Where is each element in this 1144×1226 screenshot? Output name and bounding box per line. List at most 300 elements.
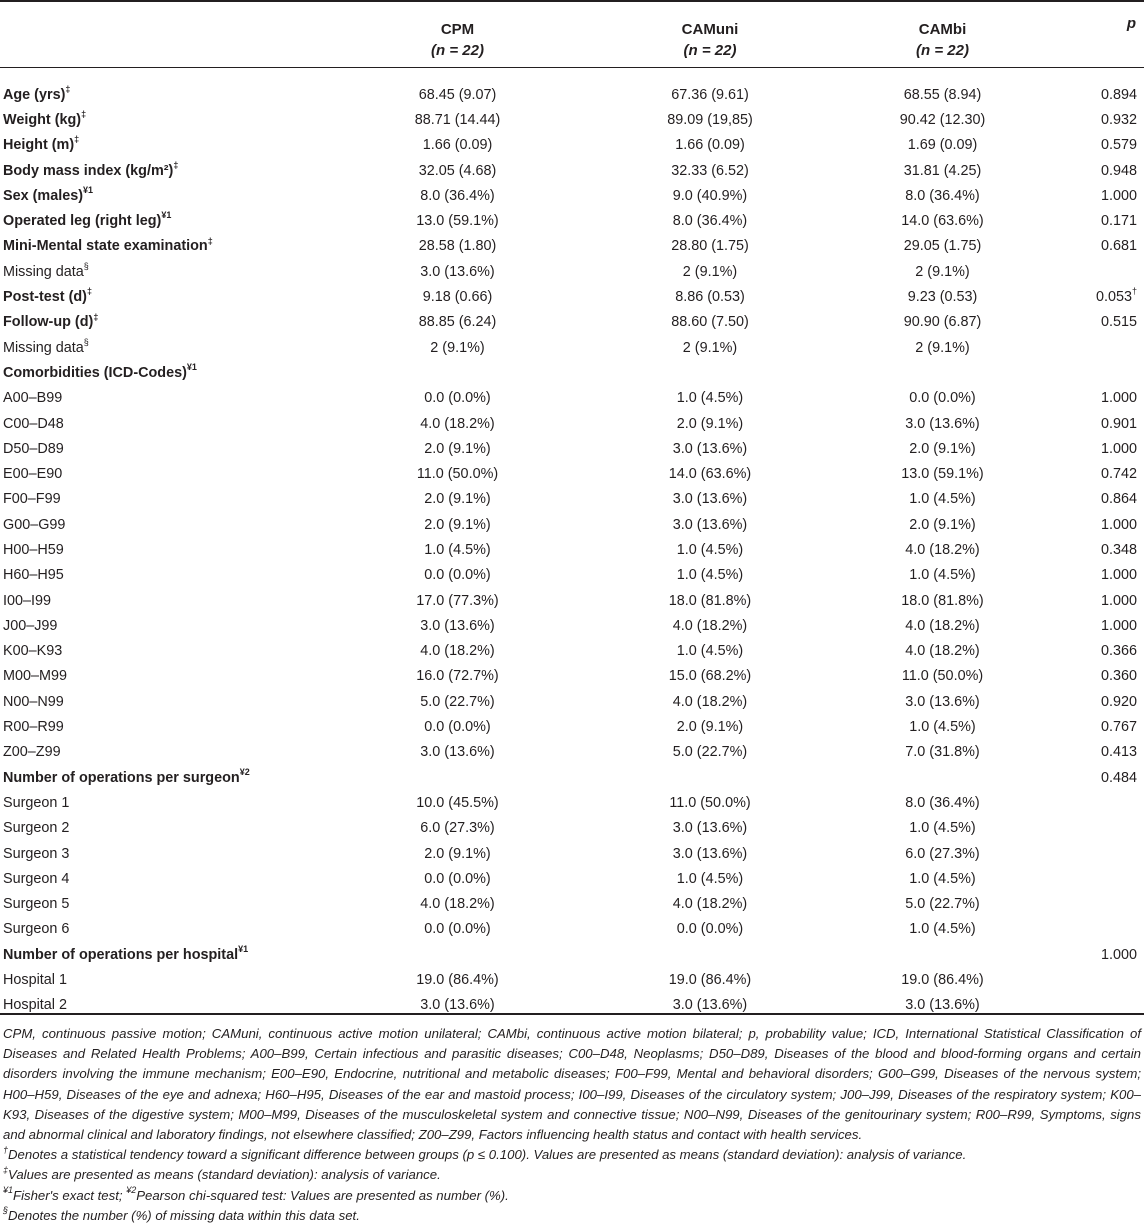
row-label-footnote-mark: ‡ xyxy=(207,235,213,246)
header-group-camuni xyxy=(585,2,835,78)
cell-p-value: 0.348 xyxy=(1100,541,1137,558)
cell-cpm: 13.0 (59.1%) xyxy=(416,213,499,230)
cell-cambi xyxy=(835,765,1050,790)
cell-cpm: 8.0 (36.4%) xyxy=(420,187,495,204)
row-label-footnote-mark: ¥2 xyxy=(239,766,250,777)
row-label-footnote-mark: ‡ xyxy=(74,134,80,145)
cell-camuni: 3.0 (13.6%) xyxy=(672,997,748,1014)
cell-cpm: 2 (9.1%) xyxy=(430,339,485,356)
cell-p-value: 0.360 xyxy=(1100,668,1137,685)
row-label xyxy=(0,436,330,461)
cell-p-value xyxy=(1050,892,1144,917)
cell-cambi: 2 (9.1%) xyxy=(915,339,970,356)
cell-p-value xyxy=(1050,816,1144,841)
row-label-text: J00–J99 xyxy=(3,617,58,634)
footnote-abbreviations: CPM, continuous passive motion; CAMuni, continuous active motion unilateral; CAMbi, continuous active motion bilateral; p, probability value; ICD, International Statistical Classification of Diseases and Related Health Problems; A00–B99, Certain infectious and parasitic diseases; C00–D48, Neoplasms; D50–D89, Diseases of the blood and blood-forming organs and certain disorders involving the immune mechanism; E00–E90, Endocrine, nutritional and metabolic diseases; F00–F99, Mental and behavioral disorders; G00–G99, Diseases of the nervous system; H00–H59, Diseases of the eye and adnexa; H60–H95, Diseases of the ear and mastoid process; I00–I99, Diseases of the circulatory system; J00–J99, Diseases of the respiratory system; K00–K93, Diseases of the digestive system; M00–M99, Diseases of the musculoskeletal system and connective tissue; N00–N99, Diseases of the genitourinary system; R00–R99, Symptoms, signs and abnormal clinical and laboratory findings, not elsewhere classified; Z00–Z99, Factors influencing health status and contact with health services. xyxy=(3,1026,1141,1143)
cell-p-value: 1.000 xyxy=(1100,516,1137,533)
cell-cpm: 28.58 (1.80) xyxy=(418,238,497,255)
footnote-text: Pearson chi-squared test: Values are presented as number (%). xyxy=(136,1187,509,1203)
cell-cambi: 29.05 (1.75) xyxy=(903,238,982,255)
table-row xyxy=(0,310,1144,335)
header-p-value: p xyxy=(1126,15,1136,32)
row-label xyxy=(0,512,330,537)
row-label xyxy=(0,563,330,588)
row-label-footnote-mark: § xyxy=(83,336,89,347)
cell-cpm: 32.05 (4.68) xyxy=(418,162,497,179)
footnote-text: Values are presented as means (standard deviation): analysis of variance. xyxy=(8,1167,441,1183)
cell-cpm: 1.66 (0.09) xyxy=(422,137,493,154)
row-label xyxy=(0,841,330,866)
cell-p-value xyxy=(1050,335,1144,360)
cell-p-value: 0.579 xyxy=(1100,137,1137,154)
cell-p-value xyxy=(1050,917,1144,942)
cell-cambi: 8.0 (36.4%) xyxy=(905,187,980,204)
table-row xyxy=(0,563,1144,588)
cell-cpm: 0.0 (0.0%) xyxy=(424,921,491,938)
cell-cpm: 3.0 (13.6%) xyxy=(420,263,495,280)
header-group-cpm xyxy=(330,2,585,78)
cell-camuni: 5.0 (22.7%) xyxy=(672,744,748,761)
row-label-text: Mini-Mental state examination xyxy=(3,238,208,255)
table-row xyxy=(0,208,1144,233)
cell-cambi: 14.0 (63.6%) xyxy=(901,213,984,230)
cell-camuni: 2.0 (9.1%) xyxy=(676,415,744,432)
cell-camuni: 1.0 (4.5%) xyxy=(676,390,744,407)
cell-cpm xyxy=(330,942,585,967)
cell-cambi: 9.23 (0.53) xyxy=(907,289,978,306)
cell-camuni: 4.0 (18.2%) xyxy=(672,896,748,913)
cell-cpm xyxy=(330,360,585,385)
row-label xyxy=(0,537,330,562)
group-name: CPM xyxy=(440,21,475,38)
cell-cambi: 2.0 (9.1%) xyxy=(909,516,976,533)
table-header-row xyxy=(0,2,1144,78)
row-label xyxy=(0,158,330,183)
row-label-footnote-mark: ‡ xyxy=(81,109,87,120)
footnote-mark: ¥1 xyxy=(3,1185,14,1196)
cell-cambi: 2 (9.1%) xyxy=(915,263,970,280)
cell-cpm: 4.0 (18.2%) xyxy=(420,643,495,660)
cell-cpm: 6.0 (27.3%) xyxy=(420,820,495,837)
row-label-text: N00–N99 xyxy=(3,693,64,710)
cell-cambi: 2.0 (9.1%) xyxy=(909,440,976,457)
p-value-text: 0.053 xyxy=(1095,289,1132,306)
cell-p-value: 0.894 xyxy=(1100,86,1137,103)
cell-p-value xyxy=(1050,790,1144,815)
row-label-text: Surgeon 5 xyxy=(3,896,70,913)
cell-camuni: 3.0 (13.6%) xyxy=(672,491,748,508)
cell-p-value: 0.864 xyxy=(1100,491,1137,508)
header-group-cambi xyxy=(835,2,1050,78)
row-label-text: Surgeon 4 xyxy=(3,870,70,887)
row-label-text: M00–M99 xyxy=(3,668,67,685)
row-label-text: Weight (kg) xyxy=(3,111,82,128)
cell-camuni: 18.0 (81.8%) xyxy=(668,592,752,609)
cell-cambi: 3.0 (13.6%) xyxy=(905,997,980,1014)
table-row xyxy=(0,588,1144,613)
row-label-text: I00–I99 xyxy=(3,592,52,609)
cell-p-value xyxy=(1050,841,1144,866)
cell-p-value xyxy=(1050,284,1144,309)
table-row xyxy=(0,487,1144,512)
row-label xyxy=(0,284,330,309)
row-label-footnote-mark: ‡ xyxy=(86,286,92,297)
table-row xyxy=(0,411,1144,436)
cell-cambi: 4.0 (18.2%) xyxy=(905,617,980,634)
table-row xyxy=(0,512,1144,537)
cell-cpm: 0.0 (0.0%) xyxy=(424,719,491,736)
row-label-text: F00–F99 xyxy=(3,491,61,508)
row-label xyxy=(0,917,330,942)
cell-cpm xyxy=(330,765,585,790)
table-row xyxy=(0,537,1144,562)
table-row xyxy=(0,967,1144,992)
row-label xyxy=(0,765,330,790)
cell-p-value: 0.413 xyxy=(1100,744,1137,761)
row-label-footnote-mark: § xyxy=(83,260,89,271)
p-value-footnote-mark: † xyxy=(1131,286,1137,297)
cell-cambi: 90.90 (6.87) xyxy=(903,314,982,331)
row-label-text: E00–E90 xyxy=(3,466,63,483)
row-label xyxy=(0,613,330,638)
row-label-text: Follow-up (d) xyxy=(3,314,94,331)
cell-p-value: 0.484 xyxy=(1100,769,1137,786)
footnote-text: Denotes the number (%) of missing data within this data set. xyxy=(8,1207,360,1223)
cell-p-value xyxy=(1050,967,1144,992)
cell-p-value: 1.000 xyxy=(1100,567,1137,584)
row-label-footnote-mark: ‡ xyxy=(173,159,179,170)
table-row xyxy=(0,790,1144,815)
cell-camuni: 9.0 (40.9%) xyxy=(672,187,748,204)
cell-cambi: 13.0 (59.1%) xyxy=(901,466,984,483)
cell-camuni: 14.0 (63.6%) xyxy=(668,466,752,483)
cell-p-value: 1.000 xyxy=(1100,440,1137,457)
table-body xyxy=(0,78,1144,1018)
row-label-text: Z00–Z99 xyxy=(3,744,61,761)
cell-camuni xyxy=(585,360,835,385)
cell-camuni: 1.0 (4.5%) xyxy=(676,541,744,558)
row-label-text: Missing data xyxy=(3,263,84,280)
table-row xyxy=(0,689,1144,714)
cell-camuni: 8.86 (0.53) xyxy=(675,289,745,306)
cell-cpm: 4.0 (18.2%) xyxy=(420,896,495,913)
row-label-text: Surgeon 2 xyxy=(3,820,70,837)
cell-camuni: 11.0 (50.0%) xyxy=(669,794,751,811)
cell-p-value: 1.000 xyxy=(1100,946,1137,963)
cell-camuni: 32.33 (6.52) xyxy=(671,162,749,179)
row-label xyxy=(0,310,330,335)
cell-p-value: 0.171 xyxy=(1100,213,1137,230)
cell-cambi: 1.0 (4.5%) xyxy=(909,921,976,938)
cell-cpm: 2.0 (9.1%) xyxy=(424,440,491,457)
footnote-mark: ‡ xyxy=(3,1165,9,1176)
row-label xyxy=(0,740,330,765)
cell-camuni: 1.0 (4.5%) xyxy=(676,643,744,660)
cell-p-value: 1.000 xyxy=(1100,592,1137,609)
row-label-text: Post-test (d) xyxy=(3,289,87,306)
cell-cambi: 4.0 (18.2%) xyxy=(905,541,980,558)
cell-cambi: 19.0 (86.4%) xyxy=(901,972,984,989)
footnote-text: Denotes a statistical tendency toward a significant difference between groups (p ≤ 0.100). Values are presented as means (standard deviation): analysis of variance. xyxy=(8,1147,967,1163)
cell-cambi: 0.0 (0.0%) xyxy=(909,390,976,407)
table-row xyxy=(0,892,1144,917)
cell-camuni: 19.0 (86.4%) xyxy=(668,972,752,989)
table-row xyxy=(0,765,1144,790)
row-label-text: Number of operations per hospital xyxy=(3,946,239,963)
cell-cpm: 3.0 (13.6%) xyxy=(420,997,495,1014)
row-label-text: Surgeon 6 xyxy=(3,921,70,938)
cell-cpm: 11.0 (50.0%) xyxy=(416,466,499,483)
row-label xyxy=(0,588,330,613)
group-n: (n = 22) xyxy=(683,42,737,59)
cell-camuni: 3.0 (13.6%) xyxy=(672,516,748,533)
cell-p-value: 0.366 xyxy=(1100,643,1137,660)
row-label xyxy=(0,259,330,284)
cell-cpm: 0.0 (0.0%) xyxy=(424,567,491,584)
row-label-text: H60–H95 xyxy=(3,567,64,584)
table-row xyxy=(0,461,1144,486)
cell-camuni: 8.0 (36.4%) xyxy=(672,213,748,230)
cell-camuni: 0.0 (0.0%) xyxy=(676,921,744,938)
cell-cpm: 3.0 (13.6%) xyxy=(420,617,495,634)
row-label-text: R00–R99 xyxy=(3,719,64,736)
row-label xyxy=(0,360,330,385)
cell-p-value: 0.920 xyxy=(1100,693,1137,710)
footnote-text: Fisher's exact test; xyxy=(13,1187,127,1203)
cell-cpm: 5.0 (22.7%) xyxy=(420,693,495,710)
table-row xyxy=(0,866,1144,891)
cell-camuni: 1.0 (4.5%) xyxy=(676,870,744,887)
footnote-tests xyxy=(3,1186,1141,1206)
row-label xyxy=(0,816,330,841)
row-label xyxy=(0,714,330,739)
table-row xyxy=(0,740,1144,765)
footnote-mark: † xyxy=(3,1144,9,1155)
cell-cambi: 31.81 (4.25) xyxy=(903,162,982,179)
row-label-footnote-mark: ¥1 xyxy=(186,362,197,373)
row-label-text: Sex (males) xyxy=(3,187,83,204)
row-label xyxy=(0,335,330,360)
table-row xyxy=(0,639,1144,664)
cell-cambi: 68.55 (8.94) xyxy=(903,86,982,103)
cell-camuni: 1.0 (4.5%) xyxy=(676,567,744,584)
cell-cpm: 88.71 (14.44) xyxy=(414,111,501,128)
row-label-text: Comorbidities (ICD-Codes) xyxy=(3,364,187,381)
table-row xyxy=(0,436,1144,461)
row-label xyxy=(0,411,330,436)
cell-p-value: 0.901 xyxy=(1100,415,1137,432)
row-label-footnote-mark: ‡ xyxy=(93,311,99,322)
cell-cpm: 3.0 (13.6%) xyxy=(420,744,495,761)
cell-p-value xyxy=(1050,360,1144,385)
row-label xyxy=(0,967,330,992)
cell-cambi: 1.69 (0.09) xyxy=(907,137,978,154)
cell-cambi: 1.0 (4.5%) xyxy=(909,870,976,887)
table-row xyxy=(0,158,1144,183)
cell-cambi: 1.0 (4.5%) xyxy=(909,567,976,584)
group-name: CAMuni xyxy=(681,21,739,38)
cell-cambi: 6.0 (27.3%) xyxy=(905,845,980,862)
cell-camuni: 67.36 (9.61) xyxy=(671,86,749,103)
cell-camuni: 4.0 (18.2%) xyxy=(672,617,748,634)
cell-cambi: 1.0 (4.5%) xyxy=(909,491,976,508)
cell-cpm: 88.85 (6.24) xyxy=(418,314,497,331)
cell-camuni: 2 (9.1%) xyxy=(682,339,738,356)
cell-p-value xyxy=(1050,259,1144,284)
data-table xyxy=(0,2,1144,1018)
cell-cambi: 7.0 (31.8%) xyxy=(905,744,980,761)
row-label-text: H00–H59 xyxy=(3,541,64,558)
cell-cpm: 0.0 (0.0%) xyxy=(424,390,491,407)
row-label xyxy=(0,461,330,486)
row-label-text: C00–D48 xyxy=(3,415,64,432)
cell-camuni xyxy=(585,765,835,790)
row-label-text: Hospital 2 xyxy=(3,997,67,1014)
cell-p-value xyxy=(1050,866,1144,891)
group-n: (n = 22) xyxy=(916,42,969,59)
row-label xyxy=(0,689,330,714)
row-label-text: A00–B99 xyxy=(3,390,63,407)
row-label-text: Number of operations per surgeon xyxy=(3,769,240,786)
row-label-footnote-mark: ¥1 xyxy=(238,943,249,954)
cell-camuni: 89.09 (19,85) xyxy=(667,111,753,128)
row-label-text: Hospital 1 xyxy=(3,972,67,989)
row-label xyxy=(0,892,330,917)
cell-p-value: 0.742 xyxy=(1100,466,1137,483)
table-row xyxy=(0,664,1144,689)
row-label-text: Age (yrs) xyxy=(3,86,66,103)
cell-cpm: 2.0 (9.1%) xyxy=(424,845,491,862)
cell-camuni: 1.66 (0.09) xyxy=(675,137,745,154)
cell-cambi: 3.0 (13.6%) xyxy=(905,415,980,432)
row-label xyxy=(0,133,330,158)
row-label xyxy=(0,790,330,815)
cell-cambi: 1.0 (4.5%) xyxy=(909,719,976,736)
cell-cpm: 2.0 (9.1%) xyxy=(424,516,491,533)
cell-p-value: 0.932 xyxy=(1100,111,1137,128)
cell-p-value: 0.767 xyxy=(1100,719,1137,736)
cell-cambi: 5.0 (22.7%) xyxy=(905,896,980,913)
row-label-text: Surgeon 1 xyxy=(3,794,70,811)
cell-cpm: 16.0 (72.7%) xyxy=(416,668,499,685)
row-label xyxy=(0,487,330,512)
cell-camuni: 3.0 (13.6%) xyxy=(672,845,748,862)
cell-cpm: 17.0 (77.3%) xyxy=(416,592,499,609)
cell-cambi: 4.0 (18.2%) xyxy=(905,643,980,660)
table-row xyxy=(0,107,1144,132)
row-label xyxy=(0,78,330,107)
table-row xyxy=(0,360,1144,385)
cell-camuni: 2 (9.1%) xyxy=(682,263,738,280)
table-row xyxy=(0,78,1144,107)
cell-camuni: 88.60 (7.50) xyxy=(671,314,749,331)
row-label xyxy=(0,183,330,208)
cell-p-value: 1.000 xyxy=(1100,187,1137,204)
cell-p-value: 1.000 xyxy=(1100,617,1137,634)
cell-cambi: 1.0 (4.5%) xyxy=(909,820,976,837)
table-row xyxy=(0,335,1144,360)
row-label xyxy=(0,208,330,233)
table-row xyxy=(0,183,1144,208)
cell-cambi xyxy=(835,360,1050,385)
cell-camuni: 3.0 (13.6%) xyxy=(672,440,748,457)
row-label xyxy=(0,107,330,132)
cell-p-value: 1.000 xyxy=(1100,390,1137,407)
table-footnotes xyxy=(3,1024,1141,1226)
row-label-text: G00–G99 xyxy=(3,516,66,533)
table-row xyxy=(0,133,1144,158)
cell-camuni: 15.0 (68.2%) xyxy=(668,668,752,685)
row-label-text: Missing data xyxy=(3,339,84,356)
footnote-dagger xyxy=(3,1145,1141,1165)
cell-cambi: 3.0 (13.6%) xyxy=(905,693,980,710)
table-row xyxy=(0,841,1144,866)
cell-camuni: 3.0 (13.6%) xyxy=(672,820,748,837)
cell-cambi: 11.0 (50.0%) xyxy=(901,668,984,685)
row-label xyxy=(0,664,330,689)
row-label-text: Body mass index (kg/m²) xyxy=(3,162,174,179)
cell-cpm: 1.0 (4.5%) xyxy=(424,541,491,558)
row-label-text: Operated leg (right leg) xyxy=(3,213,162,230)
row-label xyxy=(0,866,330,891)
table-row xyxy=(0,284,1144,309)
header-variable xyxy=(0,2,330,78)
table-row xyxy=(0,386,1144,411)
cell-cpm: 2.0 (9.1%) xyxy=(424,491,491,508)
table-row xyxy=(0,613,1144,638)
table-row xyxy=(0,259,1144,284)
footnote-mark: ¥2 xyxy=(126,1185,137,1196)
row-label-footnote-mark: ¥1 xyxy=(83,185,94,196)
cell-cpm: 9.18 (0.66) xyxy=(422,289,493,306)
row-label xyxy=(0,942,330,967)
cell-cpm: 4.0 (18.2%) xyxy=(420,415,495,432)
group-n: (n = 22) xyxy=(431,42,484,59)
cell-cpm: 68.45 (9.07) xyxy=(418,86,497,103)
cell-cambi xyxy=(835,942,1050,967)
row-label-text: D50–D89 xyxy=(3,440,64,457)
table-row xyxy=(0,234,1144,259)
cell-cpm: 0.0 (0.0%) xyxy=(424,870,491,887)
cell-cpm: 10.0 (45.5%) xyxy=(416,794,499,811)
cell-p-value: 0.515 xyxy=(1100,314,1137,331)
row-label-text: Height (m) xyxy=(3,137,75,154)
row-label-text: K00–K93 xyxy=(3,643,63,660)
cell-p-value: 0.681 xyxy=(1100,238,1137,255)
table-row xyxy=(0,816,1144,841)
row-label xyxy=(0,386,330,411)
row-label xyxy=(0,639,330,664)
cell-cambi: 18.0 (81.8%) xyxy=(901,592,984,609)
footnote-ddagger xyxy=(3,1165,1141,1185)
cell-cambi: 90.42 (12.30) xyxy=(899,111,986,128)
cell-cambi: 8.0 (36.4%) xyxy=(905,794,980,811)
row-label-footnote-mark: ‡ xyxy=(65,83,71,94)
row-label xyxy=(0,234,330,259)
cell-cpm: 19.0 (86.4%) xyxy=(416,972,499,989)
footnote-section xyxy=(3,1206,1141,1226)
table-row xyxy=(0,917,1144,942)
row-label-footnote-mark: ¥1 xyxy=(161,210,172,221)
table-row xyxy=(0,942,1144,967)
table-row xyxy=(0,714,1144,739)
cell-camuni: 2.0 (9.1%) xyxy=(676,719,744,736)
group-name: CAMbi xyxy=(918,21,967,38)
footnote-mark: § xyxy=(3,1205,9,1216)
cell-camuni: 4.0 (18.2%) xyxy=(672,693,748,710)
cell-camuni xyxy=(585,942,835,967)
row-label-text: Surgeon 3 xyxy=(3,845,70,862)
